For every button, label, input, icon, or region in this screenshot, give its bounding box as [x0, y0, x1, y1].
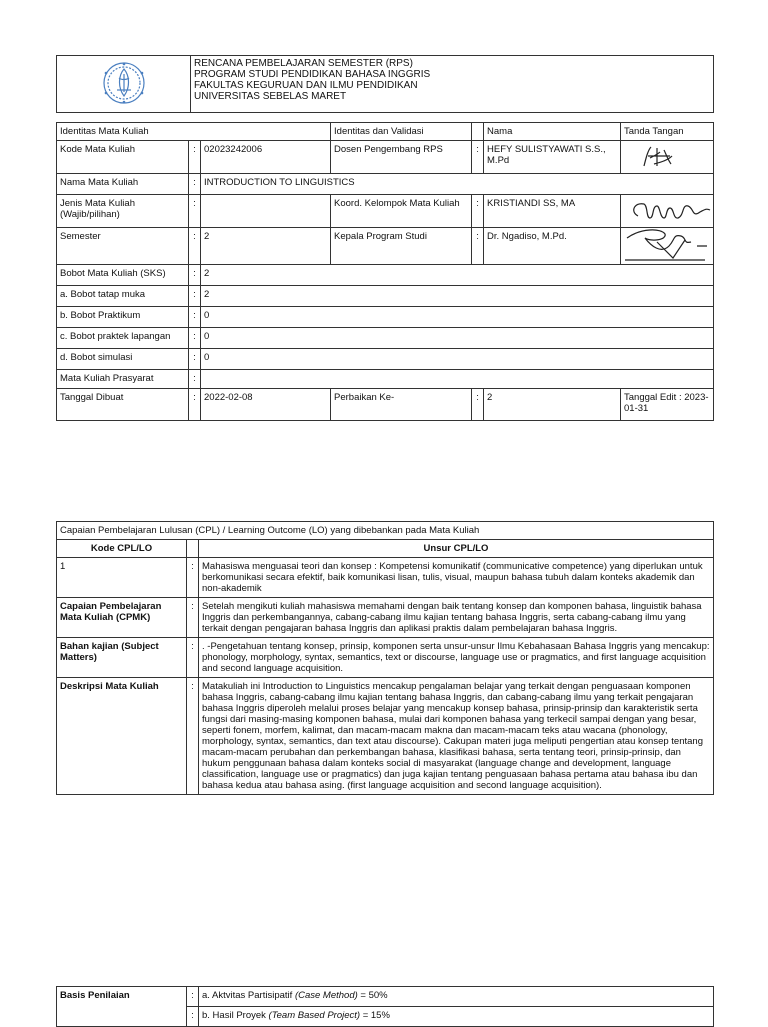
sep-sks: :: [189, 265, 201, 286]
basis-table: [56, 986, 714, 1027]
cpl-row-text: . -Pengetahuan tentang konsep, prinsip, komponen serta unsur-unsur Ilmu Kebahasaan Bahasa Inggris yang mencakup: phonology, morphology, syntax, semantics, text or discourse, language use or pragmatics, and first language acquisition and second language acquisition.: [199, 638, 714, 678]
value-kode-mk: 02023242006: [201, 141, 331, 174]
basis-item-suffix: = 15%: [360, 1010, 390, 1021]
label-praktikum: b. Bobot Praktikum: [57, 307, 189, 328]
cpl-row-sep: :: [187, 638, 199, 678]
cpl-row-text: Setelah mengikuti kuliah mahasiswa memahami dengan baik tentang konsep dan komponen bahasa, linguistik bahasa Inggris dan perkembangannya, cabang-cabang ilmu kajian tentang bahasa Inggris, serta cabang-cabang ilmu yang terkait dengan pengajaran bahasa Inggris dan aplikasi praktis dalam pembelajaran bahasa Inggris.: [199, 598, 714, 638]
sep-kepala: :: [472, 228, 484, 265]
sep-nama-mk: :: [189, 174, 201, 195]
value-praktek-lapangan: 0: [201, 328, 714, 349]
signature-kepala: [621, 228, 714, 265]
col-header-blank: [472, 123, 484, 141]
header-title-block: [191, 56, 714, 113]
signature-kepala-icon: [621, 224, 711, 264]
header-line-1: RENCANA PEMBELAJARAN SEMESTER (RPS): [194, 58, 413, 69]
label-tanggal-dibuat: Tanggal Dibuat: [57, 389, 189, 421]
cpl-title: Capaian Pembelajaran Lulusan (CPL) / Learning Outcome (LO) yang dibebankan pada Mata Kuliah: [57, 522, 714, 540]
basis-item: [199, 987, 714, 1007]
header-line-4: UNIVERSITAS SEBELAS MARET: [194, 91, 347, 102]
label-simulasi: d. Bobot simulasi: [57, 349, 189, 370]
col-header-unsur-cpl: Unsur CPL/LO: [199, 540, 714, 558]
col-header-cpl-sep: [187, 540, 199, 558]
col-header-tanda-tangan: Tanda Tangan: [621, 123, 714, 141]
value-semester: 2: [201, 228, 331, 265]
sep-tatap-muka: :: [189, 286, 201, 307]
col-header-identitas-mk: Identitas Mata Kuliah: [57, 123, 331, 141]
sep-perbaikan: :: [472, 389, 484, 421]
cpl-row-label: 1: [57, 558, 187, 598]
label-koord-kelompok: Koord. Kelompok Mata Kuliah: [331, 195, 472, 228]
label-jenis-mk: Jenis Mata Kuliah (Wajib/pilihan): [57, 195, 189, 228]
label-tatap-muka: a. Bobot tatap muka: [57, 286, 189, 307]
basis-item-method: (Team Based Project): [268, 1010, 361, 1021]
header-line-2: PROGRAM STUDI PENDIDIKAN BAHASA INGGRIS: [194, 69, 431, 80]
col-header-kode-cpl: Kode CPL/LO: [57, 540, 187, 558]
cpl-row-text: Matakuliah ini Introduction to Linguistics mencakup pengalaman belajar yang terkait dengan penguasaan komponen bahasa Inggris, cabang-cabang ilmu kajian tentang bahasa Inggris, dan cabang-cabang ilmu yang terkait pengajaran bahasa Inggris diperoleh melalui proses belajar yang mencakup konsep bahasa, prinsip-prinsip dan karakteristik serta fungsi dari masing-masing komponen bahasa, mulai dari komponen bahasa yang terkecil sampai dengan yang besar, seperti fonem, morfem, kalimat, dan macam-macam makna dan macam-macam teks atau wacana (phonology, morphology, syntax, semantics, dan text atau discourse). Cakupan materi juga meliputi pengertian atau konsep tentang macam-macam perubahan dan perkembangan bahasa, klasifikasi bahasa, serta tentang teori, prinsip-prinsip, dan hukum penggunaan bahasa dalam konteks social di masyarakat (language change and development, language classification, language use or pragmatics) dan juga kajian tentang penguasaan bahasa pertama atau bahasa ibu dan bahasa kedua atau bahasa asing. (first language acquisition and second language acquisition).: [199, 678, 714, 795]
sep-basis-b: :: [187, 1007, 199, 1027]
cpl-row-text: Mahasiswa menguasai teori dan konsep : Kompetensi komunikatif (communicative competence) yang diperlukan untuk berkomunikasi secara efektif, baik komunikasi lisan, tulis, visual, maupun bahasa tubuh dalam konteks akademik dan non-akademik: [199, 558, 714, 598]
value-tanggal-edit: Tanggal Edit : 2023-01-31: [621, 389, 714, 421]
label-prasyarat: Mata Kuliah Prasyarat: [57, 370, 189, 389]
signature-koord: [621, 195, 714, 228]
value-perbaikan: 2: [484, 389, 621, 421]
sep-simulasi: :: [189, 349, 201, 370]
sep-jenis: :: [189, 195, 201, 228]
label-semester: Semester: [57, 228, 189, 265]
sep-dosen: :: [472, 141, 484, 174]
cpl-row-label: Bahan kajian (Subject Matters): [57, 638, 187, 678]
cpl-row-sep: :: [187, 558, 199, 598]
logo-cell: [57, 56, 191, 113]
name-koord-kelompok: KRISTIANDI SS, MA: [484, 195, 621, 228]
value-tatap-muka: 2: [201, 286, 714, 307]
cpl-row: [57, 638, 714, 678]
header-line-3: FAKULTAS KEGURUAN DAN ILMU PENDIDIKAN: [194, 80, 418, 91]
label-sks: Bobot Mata Kuliah (SKS): [57, 265, 189, 286]
name-kepala-prodi: Dr. Ngadiso, M.Pd.: [484, 228, 621, 265]
cpl-row-sep: :: [187, 678, 199, 795]
cpl-row: [57, 598, 714, 638]
signature-koord-icon: [624, 198, 712, 224]
basis-item-method: (Case Method): [294, 990, 358, 1001]
value-jenis-mk: [201, 195, 331, 228]
label-dosen-pengembang: Dosen Pengembang RPS: [331, 141, 472, 174]
label-perbaikan: Perbaikan Ke-: [331, 389, 472, 421]
value-nama-mk: INTRODUCTION TO LINGUISTICS: [201, 174, 714, 195]
col-header-nama: Nama: [484, 123, 621, 141]
value-prasyarat: [201, 370, 714, 389]
sep-prasyarat: :: [189, 370, 201, 389]
basis-item-suffix: = 50%: [357, 990, 388, 1001]
sep-kode: :: [189, 141, 201, 174]
label-praktek-lapangan: c. Bobot praktek lapangan: [57, 328, 189, 349]
name-dosen-pengembang: HEFY SULISTYAWATI S.S., M.Pd: [484, 141, 621, 174]
identity-table: [56, 122, 714, 421]
sep-semester: :: [189, 228, 201, 265]
sep-basis-a: :: [187, 987, 199, 1007]
value-praktikum: 0: [201, 307, 714, 328]
sep-praktikum: :: [189, 307, 201, 328]
cpl-table: [56, 521, 714, 795]
cpl-row-label: Capaian Pembelajaran Mata Kuliah (CPMK): [57, 598, 187, 638]
value-sks: 2: [201, 265, 714, 286]
value-tanggal-dibuat: 2022-02-08: [201, 389, 331, 421]
signature-dosen: [621, 141, 714, 174]
label-basis-penilaian: Basis Penilaian: [57, 987, 187, 1027]
university-logo-icon: [99, 60, 149, 106]
sep-praktek-lapangan: :: [189, 328, 201, 349]
cpl-row: [57, 678, 714, 795]
label-nama-mk: Nama Mata Kuliah: [57, 174, 189, 195]
label-kepala-prodi: Kepala Program Studi: [331, 228, 472, 265]
sep-koord: :: [472, 195, 484, 228]
sep-tanggal: :: [189, 389, 201, 421]
basis-item-prefix: b. Hasil Proyek: [202, 1010, 269, 1021]
label-kode-mk: Kode Mata Kuliah: [57, 141, 189, 174]
signature-dosen-icon: [624, 144, 694, 170]
cpl-row-label: Deskripsi Mata Kuliah: [57, 678, 187, 795]
basis-item-prefix: a. Aktvitas Partisipatif: [202, 990, 295, 1001]
col-header-identitas-validasi: Identitas dan Validasi: [331, 123, 472, 141]
cpl-row: [57, 558, 714, 598]
cpl-row-sep: :: [187, 598, 199, 638]
value-simulasi: 0: [201, 349, 714, 370]
header-table: [56, 55, 714, 113]
